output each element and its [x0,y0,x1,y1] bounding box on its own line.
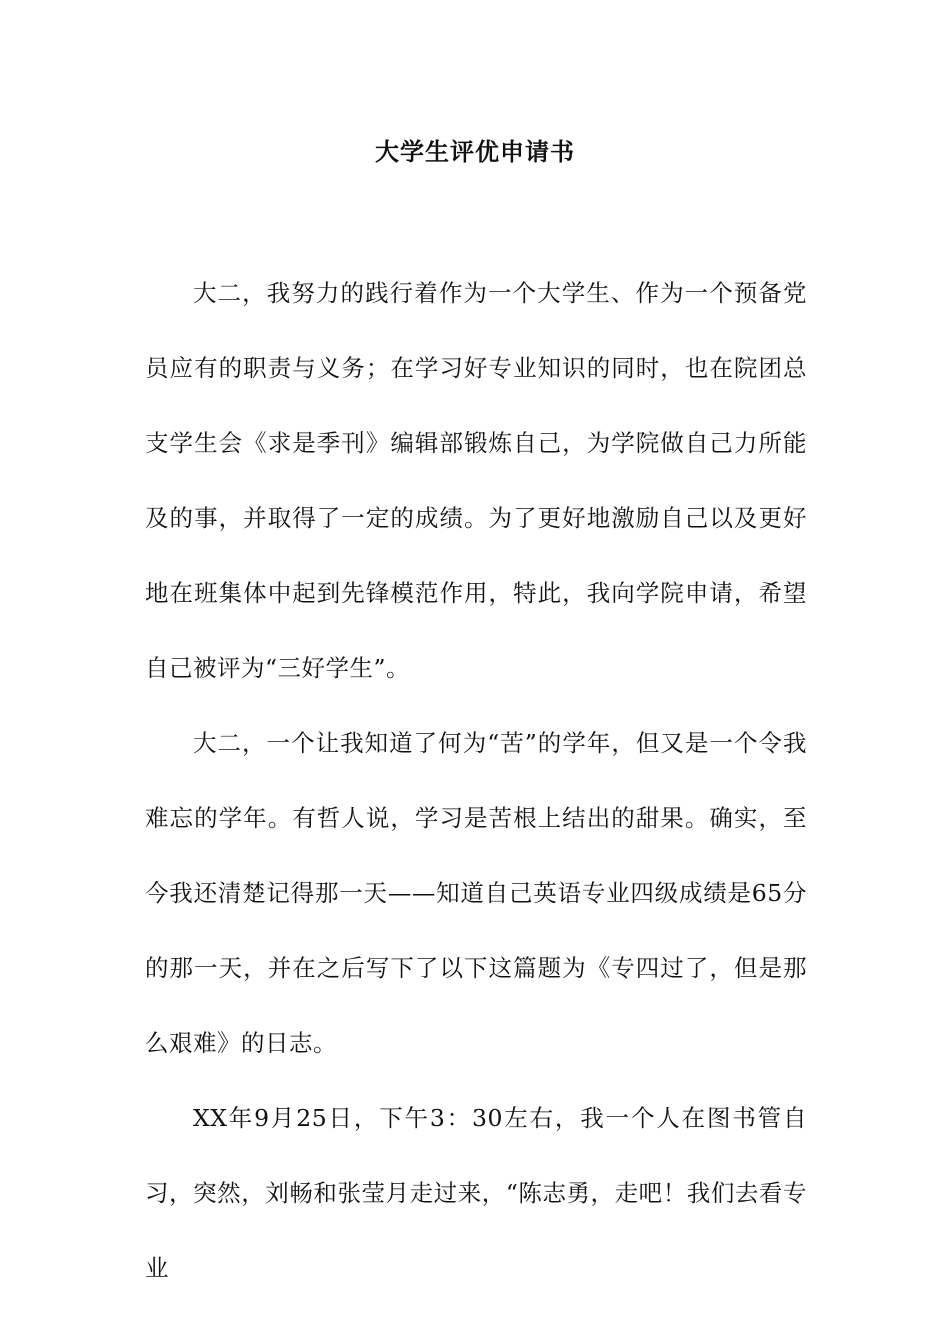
paragraph-3: XX年9月25日，下午3：30左右，我一个人在图书管自习，突然，刘畅和张莹月走过来，“陈志勇，走吧！我们去看专业 [145,1104,807,1282]
paragraph-2: 大二，一个让我知道了何为“苦”的学年，但又是一个令我难忘的学年。有哲人说，学习是苦根上结出的甜果。确实，至今我还清楚记得那一天——知道自己英语专业四级成绩是65分的那一天，并在之后写下了以下这篇题为《专四过了，但是那么艰难》的日志。 [145,729,807,1057]
document-title: 大学生评优申请书 [375,137,575,166]
document-body [145,256,807,1306]
paragraph-1: 大二，我努力的践行着作为一个大学生、作为一个预备党员应有的职责与义务；在学习好专业知识的同时，也在院团总支学生会《求是季刊》编辑部锻炼自己，为学院做自己力所能及的事，并取得了一定的成绩。为了更好地激励自己以及更好地在班集体中起到先锋模范作用，特此，我向学院申请，希望自己被评为“三好学生”。 [145,279,807,682]
